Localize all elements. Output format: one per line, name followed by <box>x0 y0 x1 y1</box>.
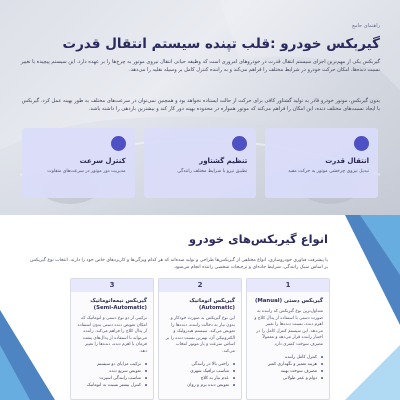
list-item: مناسب رانندگی اسپرت <box>77 375 147 382</box>
feature-card-speed <box>22 128 135 198</box>
list-item: عدم نیاز به کلاچ <box>165 375 235 382</box>
column-number: 2 <box>159 279 241 292</box>
feature-list <box>253 354 323 382</box>
gearbox-type-automatic <box>158 278 242 400</box>
feature-card-torque <box>144 128 257 198</box>
intro-paragraph-1: گیربکس یکی از مهم‌ترین اجزای سیستم انتقال قدرت در خودروهای امروزی است که وظیفه حیاتی انتقال نیروی موتور به چرخ‌ها را بر عهده دارد. این سیستم پیچیده با تغییر نسبت دنده‌ها، امکان حرکت خودرو در شرایط مختلف را فراهم می‌کند و به راننده کنترل کامل بر وسیله نقلیه را می‌دهد. <box>20 59 380 73</box>
column-number: 1 <box>247 279 329 292</box>
list-item: راحتی بالا در رانندگی <box>165 361 235 368</box>
column-description: متداول‌ترین نوع گیربکس که راننده به صورت دستی با استفاده از پدال کلاچ و اهرم دنده، نسبت دنده‌ها را تغییر می‌دهد. این سیستم کنترل کامل را در اختیار راننده قرار می‌دهد و معمولاً مصرف سوخت کمتری دارد. <box>254 309 323 347</box>
page-title: گیربکس خودرو :قلب تپنده سیستم انتقال قدرت <box>62 36 380 52</box>
column-description: این نوع گیربکس به صورت خودکار و بدون نیاز به دخالت راننده، دنده‌ها را تعویض می‌کند. سیستم هیدرولیک و الکترونیکی آن، بهترین نسبت دنده را بر اساس سرعت و بار موتور انتخاب می‌کند. <box>165 316 235 354</box>
list-item: ترکیب مزایای دو سیستم <box>77 361 147 368</box>
section-intro: با پیشرفت فناوری خودروسازی، انواع مختلفی از گیربکس‌ها طراحی و تولید شده‌اند که هر کدام ویژگی‌ها و کاربردهای خاص خود را دارند. انتخاب نوع گیربکس بر اساس سبک رانندگی، شرایط جاده‌ای و ترجیحات شخصی راننده انجام می‌شود. <box>30 258 328 270</box>
list-item: هزینه تعمیر و نگهداری کمتر <box>253 361 323 368</box>
column-title: گیربکس دستی (Manual) <box>254 298 323 304</box>
list-item: مصرف سوخت بهینه <box>253 368 323 375</box>
column-description: ترکیبی از دو نوع دستی و اتوماتیک که امکان تعویض دنده دستی بدون استفاده از پدال کلاچ را فراهم می‌کند. راننده می‌تواند با استفاده از پدال‌های پشت فرمان یا اهرم دنده، دنده‌ها را تغییر دهد. <box>77 316 147 354</box>
column-title: گیربکس نیمه‌اتوماتیک (Semi-Automatic) <box>90 298 147 311</box>
feature-card-title: انتقال قدرت <box>325 157 369 165</box>
list-item: تعویض سریع دنده <box>77 368 147 375</box>
gearbox-type-semi-automatic <box>70 278 154 400</box>
feature-list <box>77 361 147 389</box>
gearbox-type-columns <box>70 278 330 400</box>
power-icon <box>354 136 369 151</box>
feature-card-text: مدیریت دور موتور در سرعت‌های متفاوت <box>47 169 126 174</box>
list-item: کنترل کامل راننده <box>253 354 323 361</box>
list-item: مناسب ترافیک شهری <box>165 368 235 375</box>
column-number: 3 <box>71 279 153 292</box>
gearbox-types-section <box>0 215 400 400</box>
gearbox-type-manual <box>246 278 330 400</box>
feature-card-text: تطبیق نیرو با شرایط مختلف رانندگی <box>177 169 248 174</box>
feature-card-power <box>265 128 378 198</box>
section-title: انواع گیربکس‌های خودرو <box>188 232 328 246</box>
feature-cards <box>22 128 378 198</box>
feature-card-title: کنترل سرعت <box>79 157 126 165</box>
feature-card-text: تبدیل نیروی چرخشی موتور به حرکت مفید <box>288 169 369 174</box>
speed-icon <box>111 136 126 151</box>
breadcrumb: راهنمای جامع <box>352 23 380 29</box>
list-item: کنترل بیشتر نسبت به اتوماتیک <box>77 382 147 389</box>
feature-list <box>165 361 235 389</box>
list-item: دوام و عمر طولانی <box>253 375 323 382</box>
list-item: تعویض دنده نرم و روان <box>165 382 235 389</box>
intro-paragraph-2: بدون گیربکس، موتور خودرو قادر به تولید گشتاور کافی برای حرکت از حالت ایستاده نخواهد بود و همچنین نمی‌توان در سرعت‌های مختلف به طور بهینه عمل کرد. گیربکس با ایجاد نسبت‌های مختلف دنده، این امکان را فراهم می‌کند که موتور همواره در محدوده بهینه دور کار کند و بیشترین بازدهی را داشته باشد. <box>21 98 380 112</box>
torque-icon <box>232 136 247 151</box>
feature-card-title: تنظیم گشتاور <box>199 157 248 165</box>
column-title: گیربکس اتوماتیک (Automatic) <box>189 298 235 311</box>
